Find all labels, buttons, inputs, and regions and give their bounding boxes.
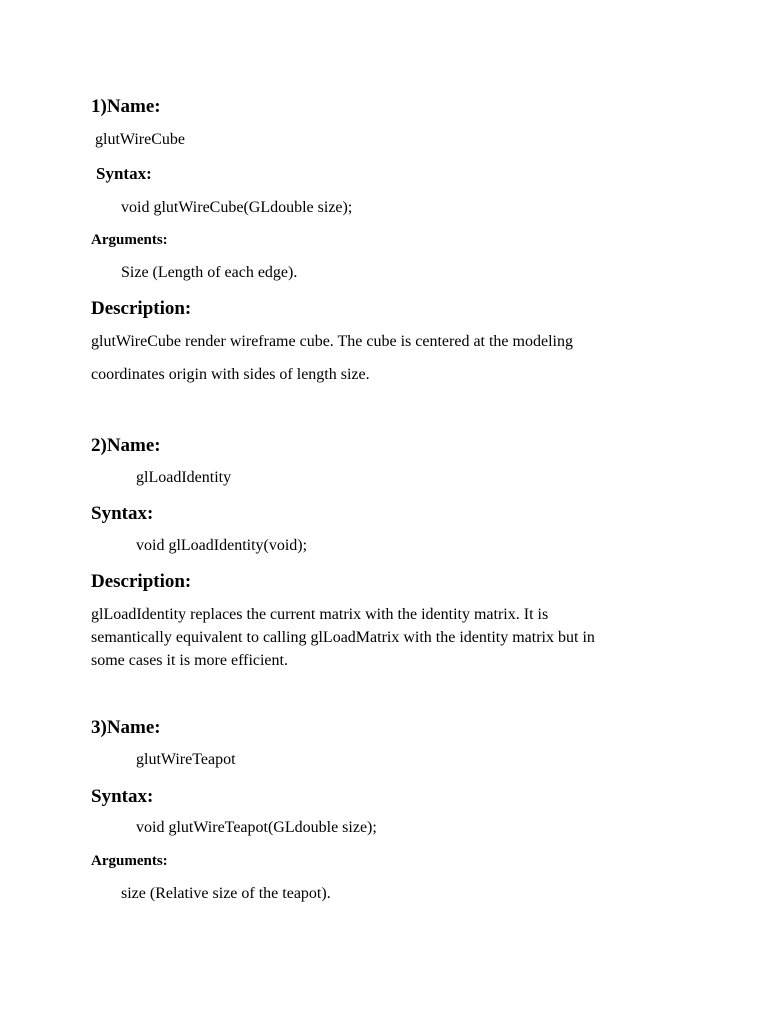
section-1-description-line: glutWireCube render wireframe cube. The cube is centered at the modeling [91, 333, 573, 350]
section-2-description-line: glLoadIdentity replaces the current matrix with the identity matrix. It is [91, 606, 549, 623]
section-3-syntax-heading: Syntax: [91, 786, 154, 807]
section-1-name-value: glutWireCube [95, 131, 185, 148]
section-2-description-line: some cases it is more efficient. [91, 652, 288, 669]
section-2-description-heading: Description: [91, 571, 192, 592]
section-3-name-heading: 3)Name: [91, 717, 161, 738]
section-1-arguments-value: Size (Length of each edge). [121, 264, 298, 281]
section-3-arguments-value: size (Relative size of the teapot). [121, 885, 331, 902]
section-1-description-line: coordinates origin with sides of length size. [91, 366, 370, 383]
section-1-arguments-heading: Arguments: [91, 232, 168, 248]
section-1-syntax-heading: Syntax: [96, 164, 152, 183]
section-1-description-heading: Description: [91, 298, 192, 319]
section-3-name-value: glutWireTeapot [136, 751, 236, 768]
section-1-name-heading: 1)Name: [91, 96, 161, 117]
section-2-syntax-heading: Syntax: [91, 503, 154, 524]
section-2-name-heading: 2)Name: [91, 435, 161, 456]
section-3-syntax-value: void glutWireTeapot(GLdouble size); [136, 819, 377, 836]
section-2-syntax-value: void glLoadIdentity(void); [136, 537, 308, 554]
section-2-description-line: semantically equivalent to calling glLoadMatrix with the identity matrix but in [91, 629, 595, 646]
section-2-name-value: glLoadIdentity [136, 469, 232, 486]
section-3-arguments-heading: Arguments: [91, 853, 168, 869]
section-1-syntax-value: void glutWireCube(GLdouble size); [121, 199, 353, 216]
